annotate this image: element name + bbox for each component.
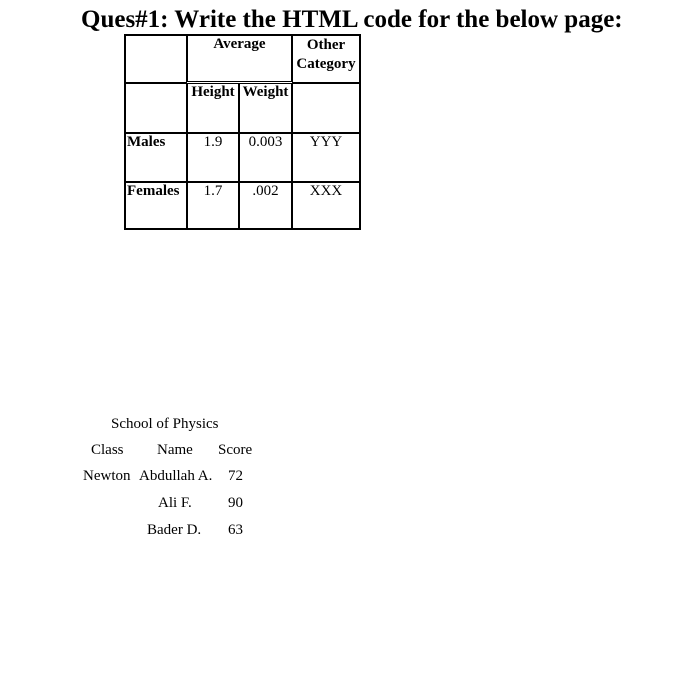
row-label-females: Females [125,182,187,229]
row-label-males: Males [125,133,187,182]
other-category-header [292,35,360,83]
males-height: 1.9 [187,133,239,182]
empty-corner-cell [125,35,187,83]
empty-cell [125,83,187,133]
class-cell: Newton [83,468,131,484]
averages-table [124,34,361,230]
females-height: 1.7 [187,182,239,229]
score-header: Score [218,442,253,458]
males-weight: 0.003 [239,133,292,182]
score-cell: 63 [228,522,243,538]
empty-cell [292,83,360,133]
score-cell: 90 [228,495,243,511]
females-other: XXX [292,182,360,229]
other-label: Other [306,37,346,53]
table-row [125,182,360,229]
average-header: Average [187,35,292,82]
table-row [125,133,360,182]
class-header: Class [91,442,124,458]
category-label: Category [296,56,356,72]
name-header: Name [157,442,193,458]
males-other: YYY [292,133,360,182]
physics-caption: School of Physics [111,416,219,432]
score-cell: 72 [228,468,243,484]
weight-header: Weight [239,83,292,133]
name-cell: Ali F. [158,495,192,511]
name-cell: Abdullah A. [139,468,213,484]
females-weight: .002 [239,182,292,229]
question-title: Ques#1: Write the HTML code for the below page: [81,6,623,33]
height-header: Height [187,83,239,133]
name-cell: Bader D. [147,522,202,538]
